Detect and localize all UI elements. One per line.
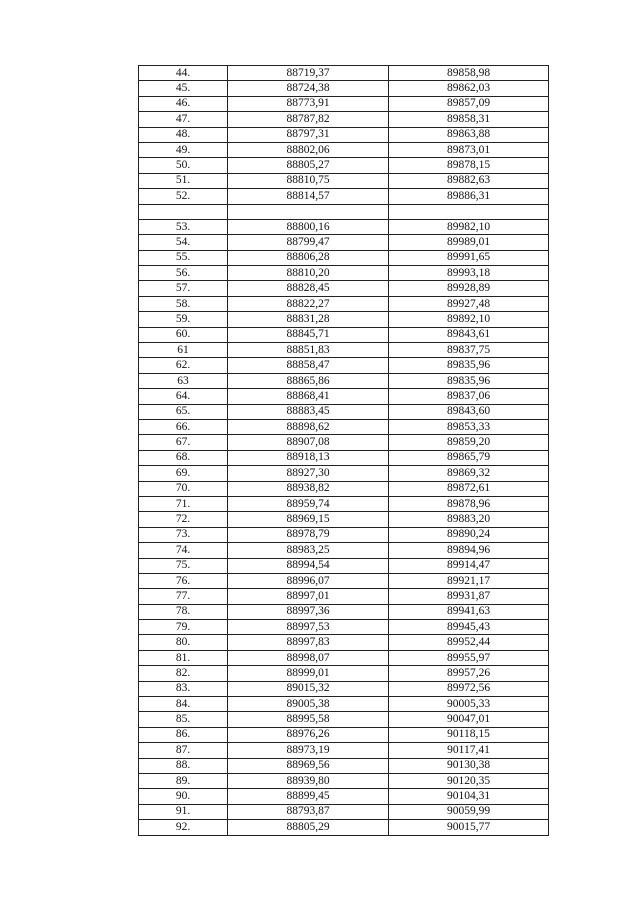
table-row bbox=[139, 312, 549, 327]
y-coordinate-cell: 89894,96 bbox=[389, 543, 549, 558]
table-row bbox=[139, 142, 549, 157]
point-number-cell: 44. bbox=[139, 66, 228, 81]
table-row bbox=[139, 66, 549, 81]
x-coordinate-cell: 88831,28 bbox=[228, 312, 389, 327]
y-coordinate-cell: 89853,33 bbox=[389, 419, 549, 434]
y-coordinate-cell: 90059,99 bbox=[389, 804, 549, 819]
table-row bbox=[139, 604, 549, 619]
point-number-cell: 55. bbox=[139, 250, 228, 265]
table-row bbox=[139, 358, 549, 373]
point-number-cell: 71. bbox=[139, 496, 228, 511]
point-number-cell: 57. bbox=[139, 281, 228, 296]
x-coordinate-cell: 88969,56 bbox=[228, 758, 389, 773]
x-coordinate-cell: 88773,91 bbox=[228, 96, 389, 111]
y-coordinate-cell: 89989,01 bbox=[389, 235, 549, 250]
x-coordinate-cell: 88998,07 bbox=[228, 650, 389, 665]
x-coordinate-cell: 88927,30 bbox=[228, 466, 389, 481]
x-coordinate-cell: 88806,28 bbox=[228, 250, 389, 265]
x-coordinate-cell: 88797,31 bbox=[228, 127, 389, 142]
point-number-cell: 79. bbox=[139, 620, 228, 635]
y-coordinate-cell: 89883,20 bbox=[389, 512, 549, 527]
x-coordinate-cell: 88865,86 bbox=[228, 373, 389, 388]
x-coordinate-cell: 88918,13 bbox=[228, 450, 389, 465]
y-coordinate-cell: 89858,98 bbox=[389, 66, 549, 81]
point-number-cell: 81. bbox=[139, 650, 228, 665]
table-row bbox=[139, 450, 549, 465]
y-coordinate-cell: 89993,18 bbox=[389, 266, 549, 281]
y-coordinate-cell: 90118,15 bbox=[389, 727, 549, 742]
x-coordinate-cell: 88805,27 bbox=[228, 158, 389, 173]
y-coordinate-cell: 90130,38 bbox=[389, 758, 549, 773]
y-coordinate-cell: 89921,17 bbox=[389, 573, 549, 588]
point-number-cell: 73. bbox=[139, 527, 228, 542]
x-coordinate-cell: 88845,71 bbox=[228, 327, 389, 342]
x-coordinate-cell: 88983,25 bbox=[228, 543, 389, 558]
x-coordinate-cell: 88907,08 bbox=[228, 435, 389, 450]
table-row bbox=[139, 681, 549, 696]
y-coordinate-cell bbox=[389, 204, 549, 219]
x-coordinate-cell: 88719,37 bbox=[228, 66, 389, 81]
y-coordinate-cell: 90117,41 bbox=[389, 743, 549, 758]
point-number-cell: 69. bbox=[139, 466, 228, 481]
point-number-cell: 59. bbox=[139, 312, 228, 327]
table-row bbox=[139, 573, 549, 588]
x-coordinate-cell: 88999,01 bbox=[228, 666, 389, 681]
point-number-cell: 90. bbox=[139, 789, 228, 804]
table-row bbox=[139, 758, 549, 773]
point-number-cell: 65. bbox=[139, 404, 228, 419]
x-coordinate-cell: 88995,58 bbox=[228, 712, 389, 727]
table-row bbox=[139, 466, 549, 481]
y-coordinate-cell: 89843,60 bbox=[389, 404, 549, 419]
table-row bbox=[139, 219, 549, 234]
point-number-cell: 62. bbox=[139, 358, 228, 373]
x-coordinate-cell: 88802,06 bbox=[228, 142, 389, 157]
point-number-cell: 54. bbox=[139, 235, 228, 250]
point-number-cell: 51. bbox=[139, 173, 228, 188]
y-coordinate-cell: 90015,77 bbox=[389, 820, 549, 835]
x-coordinate-cell: 88997,36 bbox=[228, 604, 389, 619]
x-coordinate-cell: 88938,82 bbox=[228, 481, 389, 496]
x-coordinate-cell bbox=[228, 204, 389, 219]
x-coordinate-cell: 88799,47 bbox=[228, 235, 389, 250]
table-row bbox=[139, 666, 549, 681]
x-coordinate-cell: 89015,32 bbox=[228, 681, 389, 696]
x-coordinate-cell: 88851,83 bbox=[228, 343, 389, 358]
table-row bbox=[139, 773, 549, 788]
point-number-cell: 74. bbox=[139, 543, 228, 558]
x-coordinate-cell: 88997,01 bbox=[228, 589, 389, 604]
table-row bbox=[139, 204, 549, 219]
y-coordinate-cell: 90047,01 bbox=[389, 712, 549, 727]
y-coordinate-cell: 89862,03 bbox=[389, 81, 549, 96]
y-coordinate-cell: 89837,06 bbox=[389, 389, 549, 404]
table-row bbox=[139, 127, 549, 142]
table-row bbox=[139, 158, 549, 173]
y-coordinate-cell: 89863,88 bbox=[389, 127, 549, 142]
table-row bbox=[139, 389, 549, 404]
point-number-cell: 64. bbox=[139, 389, 228, 404]
point-number-cell: 66. bbox=[139, 419, 228, 434]
x-coordinate-cell: 88996,07 bbox=[228, 573, 389, 588]
x-coordinate-cell: 88868,41 bbox=[228, 389, 389, 404]
point-number-cell: 91. bbox=[139, 804, 228, 819]
point-number-cell: 92. bbox=[139, 820, 228, 835]
x-coordinate-cell: 89005,38 bbox=[228, 697, 389, 712]
point-number-cell: 60. bbox=[139, 327, 228, 342]
x-coordinate-cell: 88994,54 bbox=[228, 558, 389, 573]
table-row bbox=[139, 266, 549, 281]
x-coordinate-cell: 88959,74 bbox=[228, 496, 389, 511]
point-number-cell: 56. bbox=[139, 266, 228, 281]
y-coordinate-cell: 90120,35 bbox=[389, 773, 549, 788]
point-number-cell: 76. bbox=[139, 573, 228, 588]
y-coordinate-cell: 89878,96 bbox=[389, 496, 549, 511]
x-coordinate-cell: 88997,53 bbox=[228, 620, 389, 635]
table-row bbox=[139, 650, 549, 665]
x-coordinate-cell: 88976,26 bbox=[228, 727, 389, 742]
point-number-cell: 50. bbox=[139, 158, 228, 173]
x-coordinate-cell: 88800,16 bbox=[228, 219, 389, 234]
point-number-cell: 84. bbox=[139, 697, 228, 712]
y-coordinate-cell: 89872,61 bbox=[389, 481, 549, 496]
x-coordinate-cell: 88828,45 bbox=[228, 281, 389, 296]
point-number-cell: 49. bbox=[139, 142, 228, 157]
y-coordinate-cell: 89931,87 bbox=[389, 589, 549, 604]
y-coordinate-cell: 89857,09 bbox=[389, 96, 549, 111]
x-coordinate-cell: 88898,62 bbox=[228, 419, 389, 434]
x-coordinate-cell: 88858,47 bbox=[228, 358, 389, 373]
y-coordinate-cell: 89835,96 bbox=[389, 373, 549, 388]
x-coordinate-cell: 88939,80 bbox=[228, 773, 389, 788]
point-number-cell: 85. bbox=[139, 712, 228, 727]
table-row bbox=[139, 804, 549, 819]
x-coordinate-cell: 88969,15 bbox=[228, 512, 389, 527]
x-coordinate-cell: 88973,19 bbox=[228, 743, 389, 758]
y-coordinate-cell: 89892,10 bbox=[389, 312, 549, 327]
x-coordinate-cell: 88883,45 bbox=[228, 404, 389, 419]
point-number-cell: 68. bbox=[139, 450, 228, 465]
table-row bbox=[139, 558, 549, 573]
table-row bbox=[139, 81, 549, 96]
y-coordinate-cell: 90104,31 bbox=[389, 789, 549, 804]
table-row bbox=[139, 543, 549, 558]
table-row bbox=[139, 635, 549, 650]
point-number-cell: 78. bbox=[139, 604, 228, 619]
y-coordinate-cell: 89957,26 bbox=[389, 666, 549, 681]
table-row bbox=[139, 296, 549, 311]
point-number-cell: 89. bbox=[139, 773, 228, 788]
y-coordinate-cell: 89858,31 bbox=[389, 112, 549, 127]
table-row bbox=[139, 404, 549, 419]
table-row bbox=[139, 343, 549, 358]
y-coordinate-cell: 89991,65 bbox=[389, 250, 549, 265]
table-row bbox=[139, 697, 549, 712]
x-coordinate-cell: 88810,75 bbox=[228, 173, 389, 188]
y-coordinate-cell: 89869,32 bbox=[389, 466, 549, 481]
table-row bbox=[139, 235, 549, 250]
x-coordinate-cell: 88793,87 bbox=[228, 804, 389, 819]
y-coordinate-cell: 89873,01 bbox=[389, 142, 549, 157]
y-coordinate-cell: 89886,31 bbox=[389, 189, 549, 204]
y-coordinate-cell: 89952,44 bbox=[389, 635, 549, 650]
point-number-cell bbox=[139, 204, 228, 219]
coordinates-table bbox=[138, 65, 549, 836]
y-coordinate-cell: 89843,61 bbox=[389, 327, 549, 342]
y-coordinate-cell: 89890,24 bbox=[389, 527, 549, 542]
point-number-cell: 72. bbox=[139, 512, 228, 527]
table-row bbox=[139, 496, 549, 511]
point-number-cell: 45. bbox=[139, 81, 228, 96]
x-coordinate-cell: 88787,82 bbox=[228, 112, 389, 127]
point-number-cell: 86. bbox=[139, 727, 228, 742]
table-row bbox=[139, 712, 549, 727]
point-number-cell: 75. bbox=[139, 558, 228, 573]
point-number-cell: 47. bbox=[139, 112, 228, 127]
table-row bbox=[139, 727, 549, 742]
x-coordinate-cell: 88805,29 bbox=[228, 820, 389, 835]
y-coordinate-cell: 89835,96 bbox=[389, 358, 549, 373]
point-number-cell: 61 bbox=[139, 343, 228, 358]
table-row bbox=[139, 589, 549, 604]
y-coordinate-cell: 89941,63 bbox=[389, 604, 549, 619]
table-row bbox=[139, 820, 549, 835]
table-row bbox=[139, 173, 549, 188]
point-number-cell: 52. bbox=[139, 189, 228, 204]
point-number-cell: 88. bbox=[139, 758, 228, 773]
table-row bbox=[139, 373, 549, 388]
x-coordinate-cell: 88822,27 bbox=[228, 296, 389, 311]
table-row bbox=[139, 481, 549, 496]
point-number-cell: 70. bbox=[139, 481, 228, 496]
y-coordinate-cell: 89859,20 bbox=[389, 435, 549, 450]
point-number-cell: 58. bbox=[139, 296, 228, 311]
point-number-cell: 46. bbox=[139, 96, 228, 111]
y-coordinate-cell: 89955,97 bbox=[389, 650, 549, 665]
coordinates-table-body bbox=[139, 66, 549, 836]
y-coordinate-cell: 89837,75 bbox=[389, 343, 549, 358]
table-row bbox=[139, 419, 549, 434]
table-row bbox=[139, 435, 549, 450]
point-number-cell: 87. bbox=[139, 743, 228, 758]
x-coordinate-cell: 88978,79 bbox=[228, 527, 389, 542]
table-row bbox=[139, 789, 549, 804]
table-row bbox=[139, 527, 549, 542]
y-coordinate-cell: 89927,48 bbox=[389, 296, 549, 311]
y-coordinate-cell: 89914,47 bbox=[389, 558, 549, 573]
y-coordinate-cell: 89882,63 bbox=[389, 173, 549, 188]
point-number-cell: 48. bbox=[139, 127, 228, 142]
table-row bbox=[139, 250, 549, 265]
y-coordinate-cell: 89982,10 bbox=[389, 219, 549, 234]
table-row bbox=[139, 743, 549, 758]
point-number-cell: 63 bbox=[139, 373, 228, 388]
table-row bbox=[139, 327, 549, 342]
point-number-cell: 53. bbox=[139, 219, 228, 234]
table-row bbox=[139, 512, 549, 527]
table-row bbox=[139, 112, 549, 127]
x-coordinate-cell: 88724,38 bbox=[228, 81, 389, 96]
x-coordinate-cell: 88997,83 bbox=[228, 635, 389, 650]
x-coordinate-cell: 88814,57 bbox=[228, 189, 389, 204]
point-number-cell: 67. bbox=[139, 435, 228, 450]
y-coordinate-cell: 90005,33 bbox=[389, 697, 549, 712]
table-row bbox=[139, 189, 549, 204]
table-row bbox=[139, 620, 549, 635]
point-number-cell: 77. bbox=[139, 589, 228, 604]
y-coordinate-cell: 89972,56 bbox=[389, 681, 549, 696]
point-number-cell: 80. bbox=[139, 635, 228, 650]
y-coordinate-cell: 89928,89 bbox=[389, 281, 549, 296]
table-row bbox=[139, 281, 549, 296]
x-coordinate-cell: 88810,20 bbox=[228, 266, 389, 281]
y-coordinate-cell: 89945,43 bbox=[389, 620, 549, 635]
point-number-cell: 83. bbox=[139, 681, 228, 696]
point-number-cell: 82. bbox=[139, 666, 228, 681]
y-coordinate-cell: 89878,15 bbox=[389, 158, 549, 173]
y-coordinate-cell: 89865,79 bbox=[389, 450, 549, 465]
x-coordinate-cell: 88899,45 bbox=[228, 789, 389, 804]
table-row bbox=[139, 96, 549, 111]
